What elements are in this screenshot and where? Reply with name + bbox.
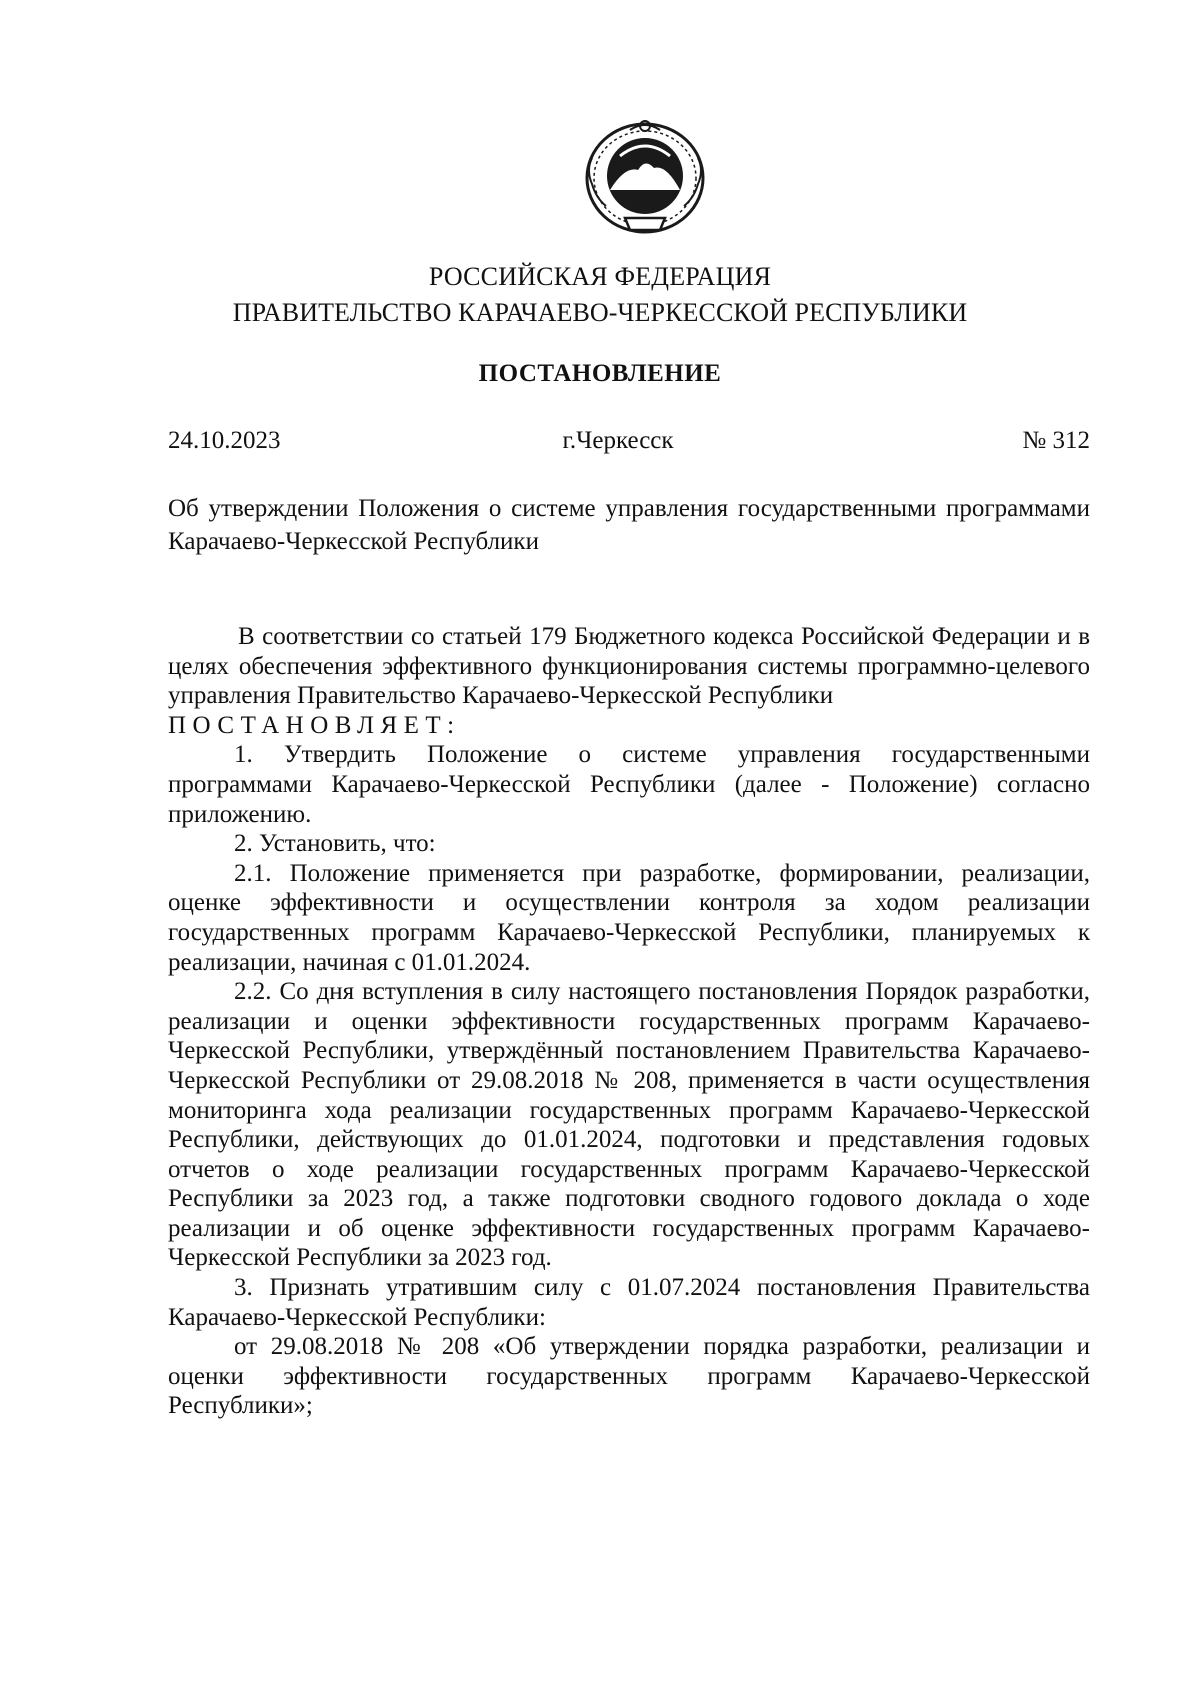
document-date: 24.10.2023 <box>168 427 281 454</box>
resolves-keyword: ПОСТАНОВЛЯЕТ: <box>168 711 461 739</box>
document-subject: Об утверждении Положения о системе управления государственными программами Карачаево-Черкесской Республики <box>168 495 1090 555</box>
clause-3-item: от 29.08.2018 № 208 «Об утверждении порядка разработки, реализации и оценки эффективности государственных программ Карачаево-Черкесской Республики»; <box>168 1333 1090 1420</box>
document-title: ПОСТАНОВЛЕНИЕ <box>478 360 722 387</box>
government-heading: ПРАВИТЕЛЬСТВО КАРАЧАЕВО-ЧЕРКЕССКОЙ РЕСПУБЛИКИ <box>232 298 968 327</box>
document-body <box>168 622 1090 1421</box>
clause-3: 3. Признать утратившим силу с 01.07.2024 постановления Правительства Карачаево-Черкесской Республики: <box>168 1274 1090 1331</box>
preamble-paragraph: В соответствии со статьей 179 Бюджетного кодекса Российской Федерации и в целях обеспечения эффективного функционирования системы программно-целевого управления Правительство Карачаево-Черкесской Республики <box>168 623 1090 710</box>
document-number: № 312 <box>1022 427 1090 454</box>
coat-of-arms-icon <box>570 118 720 243</box>
clause-1: 1. Утвердить Положение о системе управления государственными программами Карачаево-Черкесской Республики (далее - Положение) согласно приложению. <box>168 741 1090 828</box>
document-city: г.Черкесск <box>562 427 674 454</box>
clause-2-1: 2.1. Положение применяется при разработке, формировании, реализации, оценке эффективности и осуществлении контроля за ходом реализации государственных программ Карачаево-Черкесской Республики, планируемых к реализации, начиная с 01.01.2024. <box>168 859 1090 976</box>
country-heading: РОССИЙСКАЯ ФЕДЕРАЦИЯ <box>428 262 772 291</box>
clause-2: 2. Установить, что: <box>234 830 436 858</box>
clause-2-2: 2.2. Со дня вступления в силу настоящего постановления Порядок разработки, реализации и оценки эффективности государственных программ Карачаево-Черкесской Республики, утверждённый постановлением Правительства Карачаево-Черкесской Республики от 29.08.2018 № 208, применяется в части осуществления мониторинга хода реализации государственных программ Карачаево-Черкесской Республики, действующих до 01.01.2024, подготовки и представления годовых отчетов о ходе реализации государственных программ Карачаево-Черкесской Республики за 2023 год, а также подготовки сводного годового доклада о ходе реализации и об оценке эффективности государственных программ Карачаево-Черкесской Республики за 2023 год. <box>168 978 1090 1272</box>
